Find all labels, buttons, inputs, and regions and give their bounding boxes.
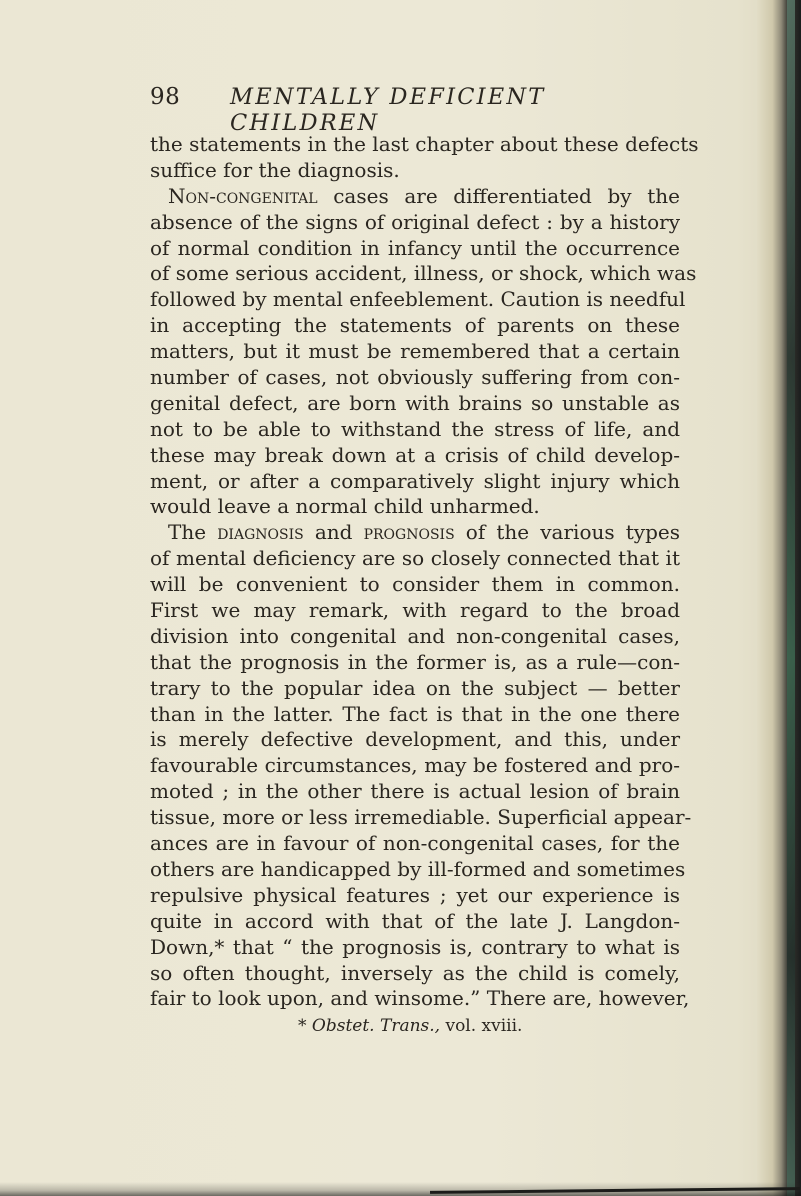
text-line [150, 935, 680, 961]
text-line [150, 624, 680, 650]
text-line [150, 469, 680, 495]
text-line [150, 727, 680, 753]
line-text: of mental deficiency are so closely connected that it [150, 546, 680, 571]
text-line [150, 391, 680, 417]
text-line [150, 572, 680, 598]
line-text: quite in accord with that of the late J. Langdon- [150, 908, 680, 933]
line-text: tissue, more or less irremediable. Superficial appear- [150, 805, 692, 830]
text-line [150, 313, 680, 339]
text-line [150, 598, 680, 624]
text-line [150, 261, 697, 287]
line-lead: Non-congenital [168, 183, 318, 208]
text-line [150, 883, 680, 909]
text-line [150, 184, 680, 210]
line-text: Down,* that “ the prognosis is, contrary to what is [150, 934, 680, 959]
footnote-volume: vol. xviii. [440, 1016, 523, 1036]
line-text: others are handicapped by ill-formed and sometimes [150, 856, 686, 881]
text-line [150, 986, 690, 1012]
page-number: 98 [150, 84, 181, 110]
line-text: that the prognosis in the former is, as a rule—con- [150, 649, 680, 674]
text-line [150, 702, 680, 728]
line-lead: The [168, 520, 207, 545]
text-line [150, 961, 680, 987]
line-text: cases are differentiated by the [317, 183, 680, 208]
footnote-source: Obstet. Trans., [311, 1016, 441, 1036]
book-spine-stripe [787, 0, 795, 1196]
line-text: ment, or after a comparatively slight injury which [150, 468, 680, 493]
footnote-marker: * [298, 1016, 312, 1036]
line-text: than in the latter. The fact is that in the one there [150, 701, 680, 726]
line-text: followed by mental enfeeblement. Caution is needful [150, 287, 686, 312]
text-line [150, 443, 680, 469]
line-text: not to be able to withstand the stress of life, and [150, 416, 680, 441]
line-text: these may break down at a crisis of child develop- [150, 442, 680, 467]
line-text: trary to the popular idea on the subject — better [150, 675, 680, 700]
text-line [150, 546, 680, 572]
text-line [150, 132, 699, 158]
text-line [150, 236, 680, 262]
text-line [150, 520, 680, 546]
line-text: of normal condition in infancy until the occurrence [150, 235, 680, 260]
text-line [150, 831, 680, 857]
text-line [150, 676, 680, 702]
line-text: absence of the signs of original defect : by a history [150, 209, 680, 234]
line-text: favourable circumstances, may be fostered and pro- [150, 753, 680, 778]
line-text: in accepting the statements of parents on these [150, 313, 680, 338]
page-header [150, 84, 690, 136]
line-text: would leave a normal child unharmed. [150, 494, 540, 519]
small-caps-term: prognosis [363, 520, 455, 545]
line-text: repulsive physical features ; yet our experience is [150, 882, 680, 907]
line-text: so often thought, inversely as the child is comely, [150, 960, 680, 985]
small-caps-term: diagnosis [217, 520, 304, 545]
text-line [150, 158, 680, 184]
line-text: of some serious accident, illness, or shock, which was [150, 261, 697, 286]
line-text: of the various types [454, 520, 681, 545]
line-text: number of cases, not obviously suffering from con- [150, 365, 680, 390]
text-line [150, 339, 680, 365]
line-text: will be convenient to consider them in common. [150, 572, 680, 597]
line-text: suffice for the diagnosis. [150, 157, 400, 182]
text-line [150, 856, 686, 883]
line-text: matters, but it must be remembered that a certain [150, 339, 680, 364]
line-text: is merely defective development, and this, under [150, 727, 680, 752]
line-text: genital defect, are born with brains so unstable as [150, 390, 680, 415]
text-line [150, 779, 680, 805]
line-text: division into congenital and non-congenital cases, [150, 623, 680, 648]
text-line [150, 210, 680, 236]
text-line [150, 753, 680, 779]
text-line [150, 417, 680, 443]
running-head: MENTALLY DEFICIENT CHILDREN [230, 84, 546, 136]
text-line [150, 909, 680, 935]
text-line [150, 805, 692, 831]
line-text: fair to look upon, and winsome.” There are, however, [150, 986, 690, 1011]
text-line [150, 494, 680, 520]
page-edge-shadow [757, 0, 801, 1196]
text-line [150, 287, 686, 313]
line-connector: and [303, 520, 364, 545]
line-text: ances are in favour of non-congenital cases, for the [150, 831, 680, 856]
body-text [150, 132, 699, 1012]
text-line [150, 650, 680, 676]
line-text: moted ; in the other there is actual lesion of brain [150, 779, 680, 804]
line-text: the statements in the last chapter about these defects [150, 132, 699, 156]
footnote [298, 1016, 522, 1036]
text-line [150, 365, 680, 391]
line-text: First we may remark, with regard to the broad [150, 598, 680, 623]
